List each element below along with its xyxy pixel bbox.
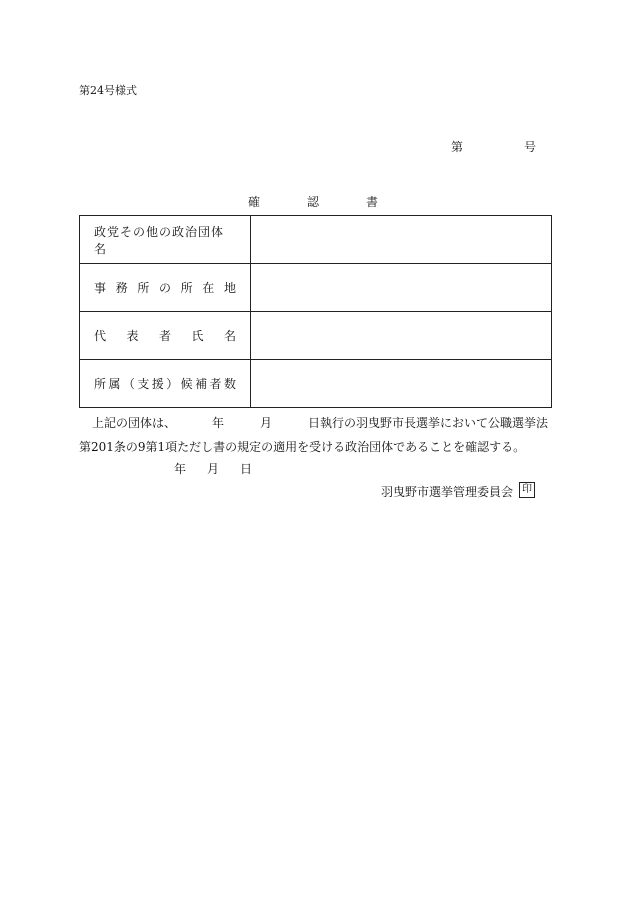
body-text-year: 年 <box>211 416 224 430</box>
table-row <box>80 264 552 312</box>
value-representative-name[interactable] <box>251 312 552 360</box>
document-number-prefix: 第 <box>451 140 464 154</box>
date-year: 年 <box>174 462 187 476</box>
table-row <box>80 312 552 360</box>
document-title <box>248 193 378 210</box>
label-chars: 事 務 所 の 所 在 地 <box>94 281 236 295</box>
label-representative-name <box>80 312 251 360</box>
date-line <box>174 460 252 477</box>
title-char: 書 <box>365 195 378 209</box>
body-text-line-1 <box>92 414 548 431</box>
title-char: 確 <box>248 195 261 209</box>
date-day: 日 <box>239 462 252 476</box>
table-row <box>80 216 552 264</box>
document-number-suffix: 号 <box>524 140 537 154</box>
label-candidate-count <box>80 360 251 408</box>
date-month: 月 <box>206 462 219 476</box>
body-text-month: 月 <box>259 416 272 430</box>
table-row <box>80 360 552 408</box>
body-text-line-2: 第201条の9第1項ただし書の規定の適用を受ける政治団体であることを確認する。 <box>79 440 526 454</box>
title-char: 認 <box>306 195 319 209</box>
value-candidate-count[interactable] <box>251 360 552 408</box>
label-office-address <box>80 264 251 312</box>
confirmation-table <box>79 215 552 408</box>
label-chars: 所 属 （ 支 援 ） 候 補 者 数 <box>94 377 236 391</box>
value-political-group-name[interactable] <box>251 216 552 264</box>
form-number: 第24号様式 <box>79 84 137 97</box>
label-political-group-name: 政党その他の政治団体名 <box>80 216 251 264</box>
body-text-election: 日執行の羽曳野市長選挙において公職選挙法 <box>307 416 548 430</box>
value-office-address[interactable] <box>251 264 552 312</box>
body-text-intro: 上記の団体は、 <box>92 416 177 430</box>
committee-name: 羽曳野市選挙管理委員会 <box>381 485 514 499</box>
seal-stamp: 印 <box>519 482 535 498</box>
label-chars: 代 表 者 氏 名 <box>94 329 236 343</box>
